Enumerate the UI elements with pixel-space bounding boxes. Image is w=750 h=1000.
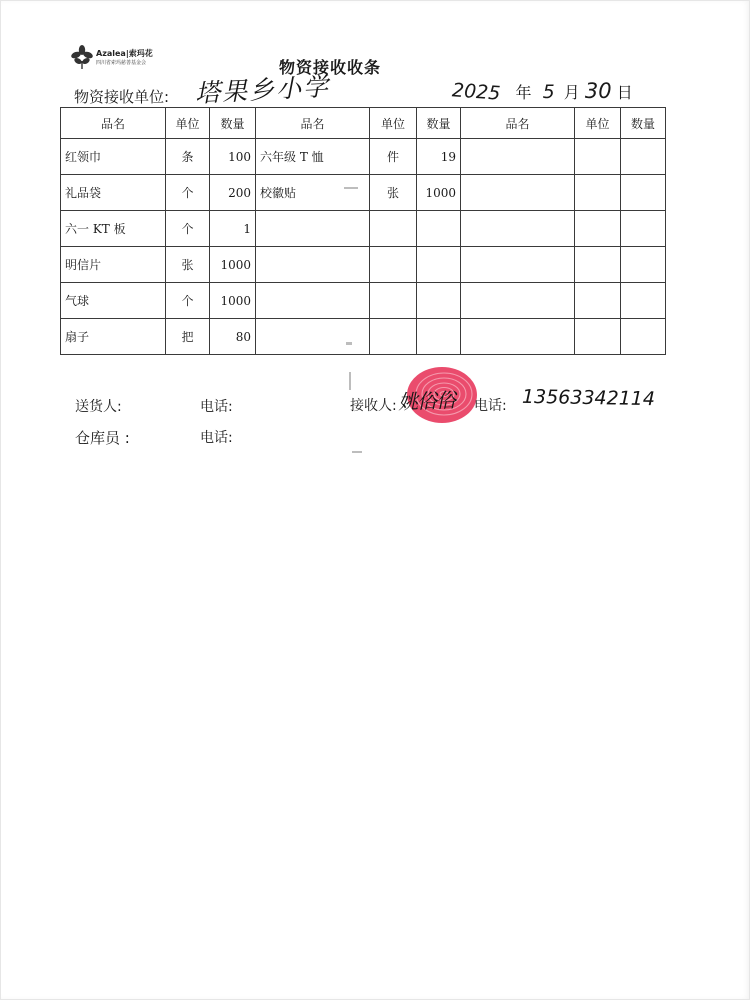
item-unit-cell: 个 — [166, 211, 210, 247]
warehouse-keeper-label: 仓库员 : — [75, 429, 130, 447]
warehouse-phone-label: 电话: — [200, 430, 233, 446]
header-item-name-2: 品名 — [256, 108, 370, 139]
header-item-unit-2: 单位 — [370, 108, 417, 139]
item-unit-cell: 条 — [166, 139, 210, 175]
sender-label: 送货人: — [75, 399, 122, 415]
item-qty-cell: 80 — [210, 319, 256, 355]
item-qty-cell: 1000 — [417, 175, 461, 211]
item-qty-cell: 19 — [417, 139, 461, 175]
date-day-suffix: 日 — [616, 83, 633, 102]
item-qty-cell: 200 — [210, 175, 256, 211]
item-name-cell: 扇子 — [61, 319, 166, 355]
item-name-cell: 六年级 T 恤 — [256, 139, 370, 175]
header-item-qty-3: 数量 — [621, 108, 666, 139]
header-item-name-3: 品名 — [461, 108, 575, 139]
item-name-cell: 气球 — [61, 283, 166, 319]
item-unit-cell: 个 — [166, 283, 210, 319]
item-qty-cell: 1 — [210, 211, 256, 247]
item-name-cell: 校徽贴 — [256, 175, 370, 211]
item-name-cell: 明信片 — [61, 247, 166, 283]
item-name-cell: 六一 KT 板 — [61, 211, 166, 247]
receiver-signature: 姚俗俗 — [397, 388, 456, 414]
header-item-unit-1: 单位 — [166, 108, 210, 139]
receiver-label: 接收人: — [350, 398, 397, 414]
item-qty-cell: 100 — [210, 139, 256, 175]
receiver-phone-label: 电话: — [474, 398, 507, 414]
item-qty-cell: 1000 — [210, 247, 256, 283]
receiver-phone-handwriting: 13563342114 — [521, 385, 656, 411]
header-item-unit-3: 单位 — [575, 108, 621, 139]
logo-org: 四川省索玛慈善基金会 — [96, 60, 147, 66]
date-year: 2025 — [451, 79, 502, 105]
header-item-qty-1: 数量 — [210, 108, 256, 139]
page-title: 物资接收收条 — [278, 58, 381, 77]
header-item-qty-2: 数量 — [417, 108, 461, 139]
item-unit-cell: 个 — [166, 175, 210, 211]
item-name-cell: 礼品袋 — [61, 175, 166, 211]
date-month: 5 — [542, 81, 555, 103]
receiving-unit-handwriting: 塔果乡小学 — [194, 71, 331, 109]
header-item-name-1: 品名 — [61, 108, 166, 139]
sender-phone-label: 电话: — [200, 399, 233, 415]
item-unit-cell: 件 — [370, 139, 417, 175]
item-unit-cell: 把 — [166, 319, 210, 355]
date-month-suffix: 月 — [563, 83, 580, 102]
item-qty-cell: 1000 — [210, 283, 256, 319]
date-day: 30 — [584, 79, 612, 103]
item-unit-cell: 张 — [370, 175, 417, 211]
logo-brand: Azalea|索玛花 — [96, 49, 153, 58]
item-unit-cell: 张 — [166, 247, 210, 283]
receiving-unit-label: 物资接收单位: — [74, 88, 170, 106]
date-year-suffix: 年 — [515, 83, 532, 102]
item-name-cell: 红领巾 — [61, 139, 166, 175]
